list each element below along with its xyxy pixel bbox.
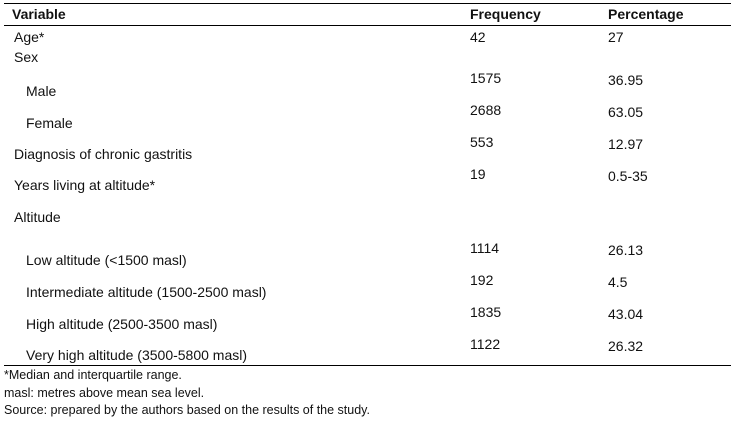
row-label: Altitude (14, 209, 61, 225)
bottom-rule (4, 365, 731, 366)
row-label: High altitude (2500-3500 masl) (26, 316, 218, 332)
row-label: Very high altitude (3500-5800 masl) (26, 347, 248, 363)
header-rule (4, 25, 731, 26)
row-percentage: 0.5-35 (608, 168, 648, 184)
row-percentage: 4.5 (608, 274, 628, 290)
row-frequency: 19 (470, 166, 486, 182)
row-frequency: 192 (470, 272, 494, 288)
row-label: Age* (14, 29, 45, 45)
header-frequency: Frequency (470, 6, 541, 22)
footnote-masl: masl: metres above mean sea level. (4, 386, 205, 400)
row-frequency: 2688 (470, 102, 502, 118)
footnote-source: Source: prepared by the authors based on the results of the study. (4, 403, 370, 417)
row-percentage: 36.95 (608, 72, 644, 88)
row-label: Sex (14, 49, 39, 65)
row-label: Intermediate altitude (1500-2500 masl) (26, 284, 267, 300)
row-frequency: 553 (470, 134, 494, 150)
row-percentage: 27 (608, 29, 624, 45)
row-percentage: 12.97 (608, 136, 644, 152)
header-percentage: Percentage (608, 6, 684, 22)
row-label: Male (26, 83, 57, 99)
row-percentage: 26.13 (608, 242, 644, 258)
row-frequency: 1114 (470, 240, 500, 256)
row-frequency: 1835 (470, 304, 502, 320)
row-label: Diagnosis of chronic gastritis (14, 146, 193, 162)
row-percentage: 43.04 (608, 306, 644, 322)
row-frequency: 42 (470, 29, 486, 45)
row-percentage: 26.32 (608, 338, 644, 354)
row-frequency: 1575 (470, 70, 502, 86)
footnote-median: *Median and interquartile range. (4, 368, 182, 382)
row-label: Years living at altitude* (14, 177, 156, 193)
row-frequency: 1122 (470, 336, 501, 352)
row-label: Low altitude (<1500 masl) (26, 252, 187, 268)
row-label: Female (26, 115, 73, 131)
top-rule (4, 3, 731, 4)
header-variable: Variable (12, 6, 66, 22)
row-percentage: 63.05 (608, 104, 644, 120)
